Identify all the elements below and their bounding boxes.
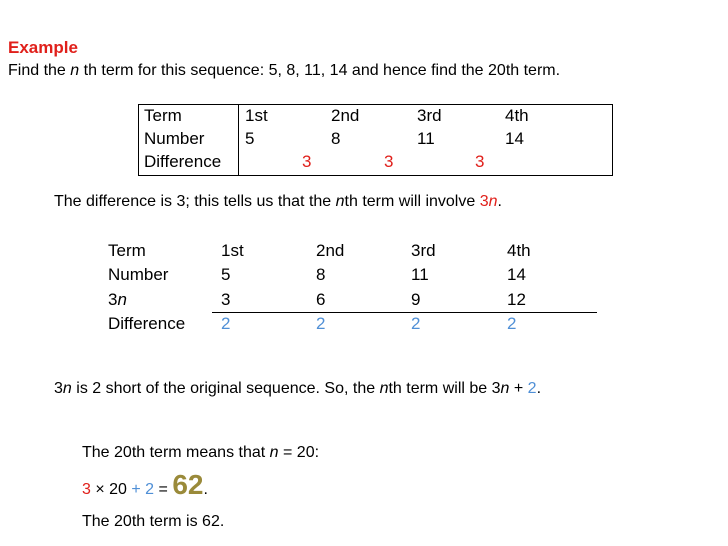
table2-label-n: n [117, 290, 127, 309]
conclusion-text: The 20th term is 62. [82, 513, 225, 530]
statement2-a: 3 [54, 380, 63, 397]
statement2-e: 2 [527, 380, 537, 397]
table2-number: 14 [507, 265, 526, 284]
table1-label-difference: Difference [144, 152, 222, 171]
twentieth-line1b: = 20: [278, 444, 320, 461]
calc-equals: = [154, 481, 173, 498]
calc-times: × 20 [90, 481, 132, 498]
table2-three-n: 9 [411, 290, 421, 309]
table2-difference: 2 [507, 314, 517, 333]
intro-part-a: Find the [8, 62, 71, 79]
statement2-f: . [536, 380, 542, 397]
statement1-d: n [488, 193, 498, 210]
calc-three: 3 [82, 481, 91, 498]
table1-bottom-border [138, 175, 613, 176]
statement1-b: th term will involve [344, 193, 480, 210]
statement2-d: + [509, 380, 528, 397]
statement2-n2: n [379, 380, 389, 397]
twentieth-line1a: The 20th term means that [82, 444, 270, 461]
table1-term: 3rd [417, 106, 442, 125]
statement2-b: is 2 short of the original sequence. So, the [71, 380, 380, 397]
table1-difference: 3 [384, 152, 394, 171]
difference-statement [54, 193, 502, 211]
statement1-n: n [335, 193, 345, 210]
table2-label-number: Number [108, 265, 169, 284]
table2-three-n: 3 [221, 290, 231, 309]
table1-term: 4th [505, 106, 529, 125]
table2-term: 2nd [316, 241, 345, 260]
table1-label-term: Term [144, 106, 182, 125]
table1-label-number: Number [144, 129, 205, 148]
calculation-line [82, 470, 208, 505]
table2-term: 1st [221, 241, 244, 260]
table1-top-border [138, 104, 613, 105]
table2-label-term: Term [108, 241, 146, 260]
statement1-a: The difference is 3; this tells us that the [54, 193, 336, 210]
table1-number: 8 [331, 129, 341, 148]
table2-label-3n [108, 290, 127, 310]
table1-number: 11 [417, 129, 435, 148]
twentieth-term-intro [82, 444, 319, 462]
statement1-c: 3 [479, 193, 489, 210]
table2-label-3: 3 [108, 290, 118, 309]
table1-number: 14 [505, 129, 524, 148]
table2-term: 4th [507, 241, 531, 260]
intro-part-b: th term for this sequence: 5, 8, 11, 14 and hence find the 20th term. [79, 62, 561, 79]
nth-term-statement [54, 380, 541, 398]
calc-result: 62 [172, 469, 204, 500]
example-heading: Example [8, 38, 78, 57]
table2-underline [212, 312, 597, 313]
table1-difference: 3 [302, 152, 312, 171]
table2-difference: 2 [411, 314, 421, 333]
table2-difference: 2 [221, 314, 231, 333]
table2-term: 3rd [411, 241, 436, 260]
table2-difference: 2 [316, 314, 326, 333]
intro-text [8, 62, 560, 80]
calc-plus-two: + 2 [131, 481, 155, 498]
table1-left-border [138, 104, 139, 176]
calc-period: . [203, 481, 208, 498]
statement2-n1: n [62, 380, 72, 397]
intro-n: n [70, 62, 80, 79]
table2-three-n: 12 [507, 290, 526, 309]
table1-number: 5 [245, 129, 255, 148]
twentieth-line1n: n [269, 444, 279, 461]
table2-three-n: 6 [316, 290, 326, 309]
table2-number: 5 [221, 265, 231, 284]
statement1-e: . [497, 193, 502, 210]
table2-number: 8 [316, 265, 326, 284]
table1-divider [238, 104, 239, 176]
table2-label-difference: Difference [108, 314, 186, 333]
table2-number: 11 [411, 265, 429, 284]
table1-difference: 3 [475, 152, 485, 171]
table1-term: 1st [245, 106, 268, 125]
table1-term: 2nd [331, 106, 360, 125]
table1-right-border [612, 104, 613, 176]
statement2-c: th term will be 3 [388, 380, 501, 397]
statement2-n3: n [500, 380, 510, 397]
